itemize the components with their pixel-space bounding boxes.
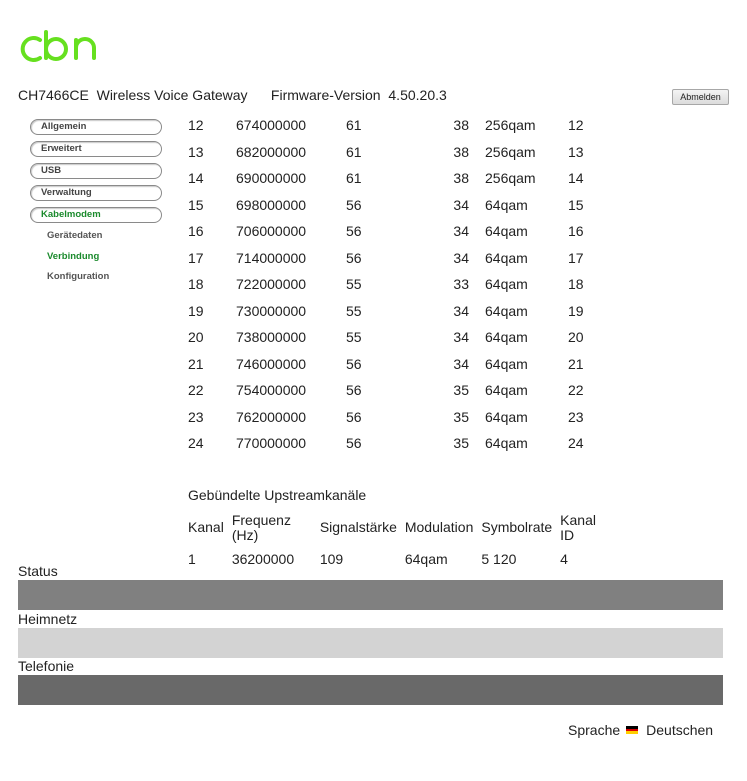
cell-snr: 35 [453, 435, 469, 452]
status-label: Status [18, 563, 58, 579]
table-row [188, 351, 608, 378]
cell-power: 56 [346, 382, 362, 399]
cell-modulation: 64qam [485, 435, 528, 452]
sidebar-item-verwaltung[interactable]: Verwaltung [30, 185, 162, 201]
cell-power: 56 [346, 223, 362, 240]
table-row [188, 218, 608, 245]
cell-kanal: 24 [188, 435, 204, 452]
cell-kanal: 18 [188, 276, 204, 293]
downstream-table [188, 112, 608, 457]
col-signalstaerke: Signalstärke [319, 519, 397, 535]
cell-snr: 38 [453, 170, 469, 187]
cell-kanal: 13 [188, 143, 204, 160]
cell-kanal-id: 13 [568, 143, 584, 160]
heimnetz-label: Heimnetz [18, 611, 78, 627]
table-row [188, 298, 608, 325]
cell-kanal: 22 [188, 382, 204, 399]
german-flag-icon [626, 726, 638, 734]
cell-frequenz: 722000000 [236, 276, 307, 293]
col-kanal: Kanal [188, 519, 224, 535]
cell-power: 56 [346, 408, 362, 425]
col-kanal-id: Kanal ID [560, 511, 596, 543]
cell-power: 55 [346, 329, 362, 346]
cell-modulation: 64qam [485, 382, 528, 399]
cell-frequenz: 706000000 [236, 223, 307, 240]
cell-frequenz: 714000000 [236, 249, 307, 266]
cell-kanal-id: 19 [568, 302, 584, 319]
device-model: CH7466CE [18, 87, 89, 103]
table-row [188, 324, 608, 351]
cell-frequenz: 698000000 [236, 196, 307, 213]
status-panel[interactable] [18, 580, 723, 610]
cell-kanal: 1 [188, 550, 196, 567]
sidebar-item-allgemein[interactable]: Allgemein [30, 119, 162, 135]
cell-kanal-id: 14 [568, 170, 584, 187]
heimnetz-panel[interactable] [18, 628, 723, 658]
cell-power: 56 [346, 196, 362, 213]
cell-power: 61 [346, 143, 362, 160]
cell-modulation: 64qam [485, 302, 528, 319]
cell-kanal: 17 [188, 249, 204, 266]
cell-snr: 38 [453, 143, 469, 160]
table-row [188, 430, 608, 457]
language-selector[interactable] [568, 722, 713, 738]
telefonie-label: Telefonie [18, 658, 75, 674]
cell-kanal-id: 4 [560, 550, 568, 567]
cell-kanal-id: 18 [568, 276, 584, 293]
cell-snr: 34 [453, 355, 469, 372]
table-row [188, 377, 608, 404]
cell-snr: 33 [453, 276, 469, 293]
cell-kanal-id: 12 [568, 117, 584, 134]
cell-kanal-id: 23 [568, 408, 584, 425]
cell-frequenz: 762000000 [236, 408, 307, 425]
cell-kanal-id: 16 [568, 223, 584, 240]
cell-snr: 38 [453, 117, 469, 134]
cell-symbolrate: 5 120 [481, 550, 517, 567]
sidebar-nav [30, 119, 162, 291]
cell-kanal: 20 [188, 329, 204, 346]
cell-frequenz: 36200000 [231, 550, 295, 567]
cell-power: 56 [346, 355, 362, 372]
cell-frequenz: 770000000 [236, 435, 307, 452]
firmware-label: Firmware-Version [270, 87, 381, 103]
cell-modulation: 64qam [485, 196, 528, 213]
sidebar-subitem-geraetedaten[interactable]: Gerätedaten [47, 230, 103, 241]
sidebar-subitem-verbindung[interactable]: Verbindung [47, 250, 100, 262]
cell-power: 56 [346, 435, 362, 452]
device-header [18, 87, 447, 103]
cell-power: 56 [346, 249, 362, 266]
cbn-logo [18, 24, 102, 68]
cell-kanal: 21 [188, 355, 204, 372]
sidebar-subitem-konfiguration[interactable]: Konfiguration [47, 271, 110, 282]
cell-kanal: 19 [188, 302, 204, 319]
cell-frequenz: 754000000 [236, 382, 307, 399]
cell-modulation: 64qam [485, 408, 528, 425]
product-name: Wireless Voice Gateway [96, 87, 248, 103]
sidebar-item-erweitert[interactable]: Erweitert [30, 141, 162, 157]
cell-kanal: 12 [188, 117, 204, 134]
language-label: Sprache [568, 722, 621, 738]
col-symbolrate: Symbolrate [481, 519, 553, 535]
cell-snr: 34 [453, 302, 469, 319]
cell-signal: 109 [319, 550, 344, 567]
cell-modulation: 64qam [485, 223, 528, 240]
col-frequenz: Frequenz (Hz) [231, 511, 291, 543]
telefonie-panel[interactable] [18, 675, 723, 705]
col-modulation: Modulation [404, 519, 474, 535]
logout-button[interactable]: Abmelden [672, 89, 729, 105]
table-row [188, 547, 604, 571]
cell-snr: 34 [453, 223, 469, 240]
cell-kanal-id: 17 [568, 249, 584, 266]
cell-modulation: 64qam [485, 276, 528, 293]
cell-modulation: 64qam [485, 329, 528, 346]
cell-kanal-id: 20 [568, 329, 584, 346]
cell-modulation: 64qam [404, 550, 448, 567]
cell-snr: 34 [453, 329, 469, 346]
language-value[interactable]: Deutschen [646, 722, 714, 738]
cell-modulation: 64qam [485, 249, 528, 266]
cell-power: 55 [346, 276, 362, 293]
cell-modulation: 256qam [485, 170, 536, 187]
table-row [188, 139, 608, 166]
cell-kanal: 15 [188, 196, 204, 213]
sidebar-item-usb[interactable]: USB [30, 163, 162, 179]
table-row [188, 165, 608, 192]
sidebar-item-kabelmodem[interactable]: Kabelmodem [30, 207, 162, 223]
cell-frequenz: 674000000 [236, 117, 307, 134]
cell-modulation: 256qam [485, 117, 536, 134]
cell-modulation: 64qam [485, 355, 528, 372]
upstream-header-row [188, 509, 604, 547]
cell-kanal: 14 [188, 170, 204, 187]
cell-snr: 34 [453, 196, 469, 213]
cell-kanal-id: 15 [568, 196, 584, 213]
cell-power: 55 [346, 302, 362, 319]
cell-kanal: 16 [188, 223, 204, 240]
table-row [188, 404, 608, 431]
cell-frequenz: 738000000 [236, 329, 307, 346]
table-row [188, 192, 608, 219]
firmware-value: 4.50.20.3 [388, 87, 447, 103]
cell-snr: 34 [453, 249, 469, 266]
cell-frequenz: 690000000 [236, 170, 307, 187]
cell-kanal-id: 21 [568, 355, 584, 372]
cell-kanal-id: 22 [568, 382, 584, 399]
cell-kanal-id: 24 [568, 435, 584, 452]
table-row [188, 245, 608, 272]
connection-content[interactable] [188, 112, 648, 567]
cell-power: 61 [346, 117, 362, 134]
table-row [188, 112, 608, 139]
cell-modulation: 256qam [485, 143, 536, 160]
upstream-section-title: Gebündelte Upstreamkanäle [188, 486, 367, 503]
cell-kanal: 23 [188, 408, 204, 425]
cell-power: 61 [346, 170, 362, 187]
cell-frequenz: 682000000 [236, 143, 307, 160]
table-row [188, 271, 608, 298]
cell-frequenz: 730000000 [236, 302, 307, 319]
upstream-table [188, 509, 604, 571]
cell-frequenz: 746000000 [236, 355, 307, 372]
cell-snr: 35 [453, 382, 469, 399]
cell-snr: 35 [453, 408, 469, 425]
